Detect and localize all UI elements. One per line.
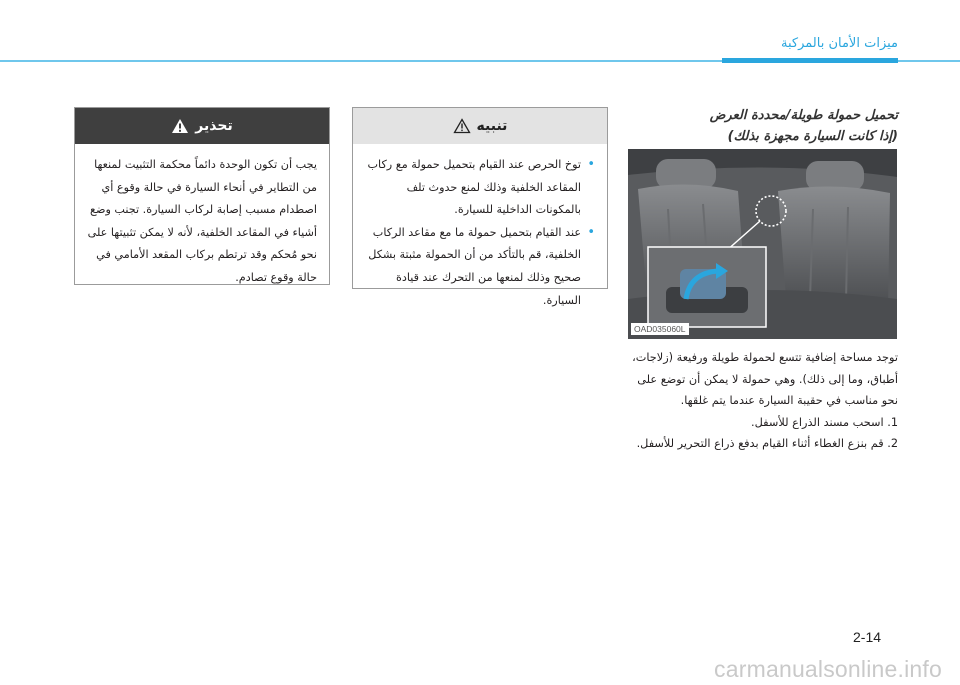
subtitle-line-1: تحميل حمولة طويلة/محددة العرض xyxy=(709,108,898,123)
section-title: ميزات الأمان بالمركبة xyxy=(781,36,898,51)
caution-header xyxy=(353,108,607,144)
section-subtitle xyxy=(636,105,898,147)
caution-box xyxy=(352,107,608,307)
figure-code: OAD035060L xyxy=(631,323,689,335)
step-item: 1. اسحب مسند الذراع للأسفل. xyxy=(751,415,898,429)
step-item: 2. قم بنزع الغطاء أثناء القيام بدفع ذراع التحرير للأسفل. xyxy=(636,437,898,450)
header-accent-bar xyxy=(722,58,898,63)
warning-header xyxy=(75,108,329,144)
caution-item: • عند القيام بتحميل حمولة ما مع مقاعد الركاب الخلفية، قم بالتأكد من أن الحمولة مثبتة بشكل صحيح وذلك لمنعها من التحرك عند قيادة السيارة. xyxy=(365,222,595,312)
caution-item: • توخ الحرص عند القيام بتحميل حمولة مع ركاب المقاعد الخلفية وذلك لمنع حدوث تلف بالمكونات الداخلية للسيارة. xyxy=(365,154,595,222)
rear-seat-pass-through-figure xyxy=(628,149,897,339)
subtitle-line-2: (إذا كانت السيارة مجهزة بذلك) xyxy=(727,129,898,144)
caution-body xyxy=(353,144,607,320)
watermark: carmanualsonline.info xyxy=(714,656,942,682)
body-text xyxy=(628,347,898,455)
caution-title: تنبيه xyxy=(476,118,508,134)
warning-triangle-icon xyxy=(171,118,189,134)
warning-title: تحذير xyxy=(195,118,233,134)
rear-seat-illustration xyxy=(628,149,897,339)
warning-box xyxy=(74,107,330,285)
warning-text: يجب أن تكون الوحدة دائماً محكمة التثبيت لمنعها من التطاير في أنحاء السيارة في حالة وقوع أي اصطدام مسبب إصابة لركاب السيارة. تجنب وضع أشياء في المقاعد الخلفية، لأنه لا يمكن تثبيتها على نحو مُحكم وقد ترتطم بركاب المقعد الأمامي في حالة وقوع تصادم. xyxy=(87,158,317,284)
page-number: 2-14 xyxy=(853,629,882,645)
warning-body xyxy=(75,144,329,298)
intro-paragraph: توجد مساحة إضافية تتسع لحمولة طويلة ورفيعة (زلاجات، أطباق، وما إلى ذلك). وهي حمولة لا يمكن أن توضع على نحو مناسب في حقيبة السيارة عندما يتم غلقها. xyxy=(632,351,898,407)
caution-triangle-icon xyxy=(453,118,471,134)
